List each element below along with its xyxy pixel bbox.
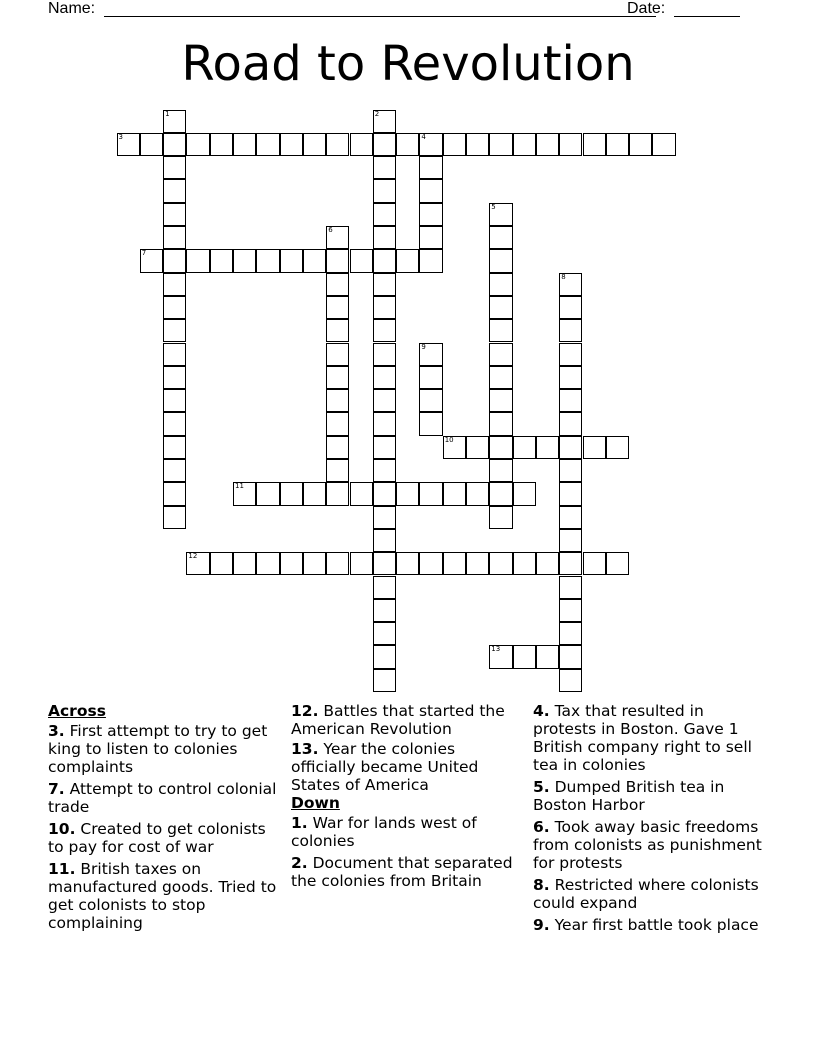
grid-cell[interactable]: [233, 133, 256, 156]
clue-number: 1.: [291, 814, 308, 832]
clue-text: First attempt to try to get king to listen to colonies complaints: [48, 722, 268, 776]
grid-cell[interactable]: [210, 133, 233, 156]
grid-cell[interactable]: [419, 343, 442, 366]
grid-cell[interactable]: [373, 343, 396, 366]
clue-number: 9.: [533, 916, 550, 934]
grid-cell[interactable]: [489, 412, 512, 435]
grid-cell[interactable]: [163, 179, 186, 202]
grid-cell[interactable]: [536, 645, 559, 668]
grid-cell[interactable]: [536, 552, 559, 575]
grid-cell[interactable]: [140, 249, 163, 272]
grid-cell[interactable]: [280, 133, 303, 156]
grid-cell[interactable]: [489, 249, 512, 272]
grid-cell[interactable]: [559, 343, 582, 366]
grid-cell[interactable]: [326, 133, 349, 156]
grid-cell[interactable]: [140, 133, 163, 156]
grid-cell[interactable]: [350, 249, 373, 272]
grid-cell[interactable]: [326, 436, 349, 459]
grid-cell[interactable]: [163, 319, 186, 342]
grid-cell[interactable]: [466, 552, 489, 575]
grid-cell[interactable]: [559, 296, 582, 319]
cell-number: 12: [188, 552, 198, 561]
grid-cell[interactable]: [256, 552, 279, 575]
clue-down-6: [533, 818, 765, 872]
grid-cell[interactable]: [536, 133, 559, 156]
grid-cell[interactable]: [443, 482, 466, 505]
grid-cell[interactable]: [559, 576, 582, 599]
grid-cell[interactable]: [373, 645, 396, 668]
grid-cell[interactable]: [326, 552, 349, 575]
grid-cell[interactable]: [163, 482, 186, 505]
cell-number: 10: [444, 435, 454, 444]
grid-cell[interactable]: [163, 110, 186, 133]
grid-cell[interactable]: [419, 156, 442, 179]
grid-cell[interactable]: [233, 552, 256, 575]
grid-cell[interactable]: [396, 552, 419, 575]
grid-cell[interactable]: [326, 296, 349, 319]
grid-cell[interactable]: [373, 156, 396, 179]
grid-cell[interactable]: [419, 226, 442, 249]
grid-cell[interactable]: [419, 482, 442, 505]
grid-cell[interactable]: [163, 156, 186, 179]
clue-across-3: [48, 722, 280, 776]
grid-cell[interactable]: [373, 529, 396, 552]
clue-across-12: [291, 702, 523, 738]
grid-cell[interactable]: [256, 249, 279, 272]
grid-cell[interactable]: [513, 482, 536, 505]
grid-cell[interactable]: [513, 133, 536, 156]
grid-cell[interactable]: [559, 133, 582, 156]
grid-cell[interactable]: [210, 249, 233, 272]
grid-cell[interactable]: [163, 366, 186, 389]
grid-cell[interactable]: [489, 436, 512, 459]
grid-cell[interactable]: [419, 552, 442, 575]
grid-cell[interactable]: [373, 482, 396, 505]
grid-cell[interactable]: [559, 459, 582, 482]
clue-text: Tax that resulted in protests in Boston. Gave 1 British company right to sell tea in colonies: [533, 702, 752, 774]
grid-cell[interactable]: [489, 133, 512, 156]
clue-across-11: [48, 860, 280, 932]
grid-cell[interactable]: [210, 552, 233, 575]
grid-cell[interactable]: [419, 366, 442, 389]
grid-cell[interactable]: [373, 436, 396, 459]
grid-cell[interactable]: [163, 249, 186, 272]
grid-cell[interactable]: [326, 459, 349, 482]
grid-cell[interactable]: [466, 436, 489, 459]
grid-cell[interactable]: [303, 249, 326, 272]
grid-cell[interactable]: [559, 436, 582, 459]
grid-cell[interactable]: [280, 249, 303, 272]
clue-number: 12.: [291, 702, 319, 720]
grid-cell[interactable]: [326, 343, 349, 366]
clue-number: 4.: [533, 702, 550, 720]
grid-cell[interactable]: [559, 482, 582, 505]
grid-cell[interactable]: [373, 226, 396, 249]
grid-cell[interactable]: [163, 343, 186, 366]
grid-cell[interactable]: [186, 552, 209, 575]
cell-number: 9: [421, 342, 426, 351]
grid-cell[interactable]: [256, 482, 279, 505]
grid-cell[interactable]: [443, 552, 466, 575]
clue-number: 7.: [48, 780, 65, 798]
grid-cell[interactable]: [559, 366, 582, 389]
clue-text: Document that separated the colonies from Britain: [291, 854, 513, 890]
clue-text: British taxes on manufactured goods. Tried to get colonists to stop complaining: [48, 860, 277, 932]
grid-cell[interactable]: [513, 436, 536, 459]
grid-cell[interactable]: [489, 645, 512, 668]
clue-number: 13.: [291, 740, 319, 758]
grid-cell[interactable]: [489, 459, 512, 482]
grid-cell[interactable]: [559, 669, 582, 692]
cell-number: 6: [328, 226, 333, 234]
grid-cell[interactable]: [419, 249, 442, 272]
cell-number: 1: [165, 109, 170, 118]
grid-cell[interactable]: [559, 319, 582, 342]
grid-cell[interactable]: [419, 133, 442, 156]
grid-cell[interactable]: [559, 529, 582, 552]
grid-cell[interactable]: [326, 412, 349, 435]
cell-number: 3: [118, 132, 123, 141]
grid-cell[interactable]: [303, 482, 326, 505]
clue-text: Year the colonies officially became United States of America: [291, 740, 479, 794]
grid-cell[interactable]: [326, 389, 349, 412]
grid-cell[interactable]: [280, 552, 303, 575]
down-heading: Down: [291, 794, 340, 812]
clue-down-1: [291, 814, 523, 850]
grid-cell[interactable]: [583, 133, 606, 156]
grid-cell[interactable]: [489, 203, 512, 226]
grid-cell[interactable]: [489, 296, 512, 319]
grid-cell[interactable]: [233, 482, 256, 505]
grid-cell[interactable]: [163, 203, 186, 226]
clue-text: Took away basic freedoms from colonists as punishment for protests: [533, 818, 762, 872]
clue-text: War for lands west of colonies: [291, 814, 477, 850]
grid-cell[interactable]: [373, 459, 396, 482]
grid-cell[interactable]: [256, 133, 279, 156]
clue-number: 8.: [533, 876, 550, 894]
grid-cell[interactable]: [373, 296, 396, 319]
clue-text: Restricted where colonists could expand: [533, 876, 759, 912]
grid-cell[interactable]: [419, 179, 442, 202]
grid-cell[interactable]: [163, 436, 186, 459]
clue-number: 5.: [533, 778, 550, 796]
grid-cell[interactable]: [396, 482, 419, 505]
grid-cell[interactable]: [489, 482, 512, 505]
grid-cell[interactable]: [489, 319, 512, 342]
grid-cell[interactable]: [466, 133, 489, 156]
grid-cell[interactable]: [303, 133, 326, 156]
grid-cell[interactable]: [186, 249, 209, 272]
grid-cell[interactable]: [373, 669, 396, 692]
cell-number: 2: [374, 109, 380, 118]
grid-cell[interactable]: [396, 133, 419, 156]
grid-cell[interactable]: [373, 599, 396, 622]
grid-cell[interactable]: [163, 273, 186, 296]
grid-cell[interactable]: [489, 226, 512, 249]
clue-text: Created to get colonists to pay for cost of war: [48, 820, 266, 856]
grid-cell[interactable]: [559, 645, 582, 668]
grid-cell[interactable]: [186, 133, 209, 156]
grid-cell[interactable]: [326, 319, 349, 342]
grid-cell[interactable]: [489, 552, 512, 575]
grid-cell[interactable]: [373, 366, 396, 389]
grid-cell[interactable]: [559, 599, 582, 622]
grid-cell[interactable]: [163, 459, 186, 482]
grid-cell[interactable]: [559, 506, 582, 529]
grid-cell[interactable]: [489, 366, 512, 389]
clue-number: 10.: [48, 820, 76, 838]
clue-down-8: [533, 876, 765, 912]
grid-cell[interactable]: [350, 552, 373, 575]
cell-number: 7: [141, 249, 147, 258]
grid-cell[interactable]: [373, 389, 396, 412]
grid-cell[interactable]: [536, 436, 559, 459]
across-heading: Across: [48, 702, 106, 720]
grid-cell[interactable]: [326, 273, 349, 296]
grid-cell[interactable]: [350, 133, 373, 156]
grid-cell[interactable]: [606, 133, 629, 156]
grid-cell[interactable]: [443, 133, 466, 156]
grid-cell[interactable]: [583, 552, 606, 575]
clue-text: Dumped British tea in Boston Harbor: [533, 778, 725, 814]
clue-down-2: [291, 854, 523, 890]
grid-cell[interactable]: [513, 552, 536, 575]
grid-cell[interactable]: [373, 179, 396, 202]
grid-cell[interactable]: [419, 203, 442, 226]
cell-number: 11: [235, 482, 244, 491]
clues-column-1: [48, 702, 280, 936]
cell-number: 5: [491, 202, 496, 211]
grid-cell[interactable]: [373, 319, 396, 342]
grid-cell[interactable]: [163, 506, 186, 529]
grid-cell[interactable]: [303, 552, 326, 575]
grid-cell[interactable]: [373, 249, 396, 272]
grid-cell[interactable]: [419, 412, 442, 435]
grid-cell[interactable]: [373, 552, 396, 575]
grid-cell[interactable]: [559, 552, 582, 575]
grid-cell[interactable]: [373, 133, 396, 156]
grid-cell[interactable]: [466, 482, 489, 505]
clue-down-4: [533, 702, 765, 774]
grid-cell[interactable]: [606, 436, 629, 459]
grid-cell[interactable]: [117, 133, 140, 156]
grid-cell[interactable]: [606, 552, 629, 575]
clue-down-9: [533, 916, 765, 934]
grid-cell[interactable]: [326, 249, 349, 272]
grid-cell[interactable]: [513, 645, 536, 668]
grid-cell[interactable]: [373, 622, 396, 645]
grid-cell[interactable]: [373, 110, 396, 133]
clue-number: 6.: [533, 818, 550, 836]
grid-cell[interactable]: [163, 226, 186, 249]
page-title: Road to Revolution: [181, 36, 635, 92]
clue-across-7: [48, 780, 280, 816]
grid-cell[interactable]: [652, 133, 675, 156]
cell-number: 13: [491, 645, 501, 654]
grid-cell[interactable]: [350, 482, 373, 505]
grid-cell[interactable]: [326, 226, 349, 249]
grid-cell[interactable]: [163, 389, 186, 412]
grid-cell[interactable]: [163, 296, 186, 319]
grid-cell[interactable]: [489, 506, 512, 529]
grid-cell[interactable]: [583, 436, 606, 459]
grid-cell[interactable]: [373, 506, 396, 529]
grid-cell[interactable]: [373, 203, 396, 226]
date-label: Date:: [627, 0, 666, 17]
clue-text: Battles that started the American Revolution: [291, 702, 505, 738]
clue-text: Year first battle took place: [554, 916, 759, 934]
grid-cell[interactable]: [559, 389, 582, 412]
grid-cell[interactable]: [559, 273, 582, 296]
clue-text: Attempt to control colonial trade: [48, 780, 277, 816]
grid-cell[interactable]: [233, 249, 256, 272]
grid-cell[interactable]: [280, 482, 303, 505]
grid-cell[interactable]: [489, 343, 512, 366]
clue-number: 3.: [48, 722, 65, 740]
clue-number: 11.: [48, 860, 76, 878]
clues-column-3: [533, 702, 765, 938]
grid-cell[interactable]: [419, 389, 442, 412]
cell-number: 4: [421, 132, 426, 141]
grid-cell[interactable]: [326, 482, 349, 505]
grid-cell[interactable]: [373, 412, 396, 435]
cell-number: 8: [561, 272, 566, 281]
grid-cell[interactable]: [373, 576, 396, 599]
grid-cell[interactable]: [489, 389, 512, 412]
grid-cell[interactable]: [559, 622, 582, 645]
grid-cell[interactable]: [373, 273, 396, 296]
clue-down-5: [533, 778, 765, 814]
grid-cell[interactable]: [629, 133, 652, 156]
name-label: Name:: [48, 0, 96, 17]
clue-number: 2.: [291, 854, 308, 872]
grid-cell[interactable]: [326, 366, 349, 389]
clues-column-2: [291, 702, 523, 894]
grid-cell[interactable]: [559, 412, 582, 435]
clue-across-13: [291, 740, 523, 794]
clue-across-10: [48, 820, 280, 856]
grid-cell[interactable]: [443, 436, 466, 459]
grid-cell[interactable]: [489, 273, 512, 296]
grid-cell[interactable]: [163, 412, 186, 435]
grid-cell[interactable]: [163, 133, 186, 156]
grid-cell[interactable]: [396, 249, 419, 272]
